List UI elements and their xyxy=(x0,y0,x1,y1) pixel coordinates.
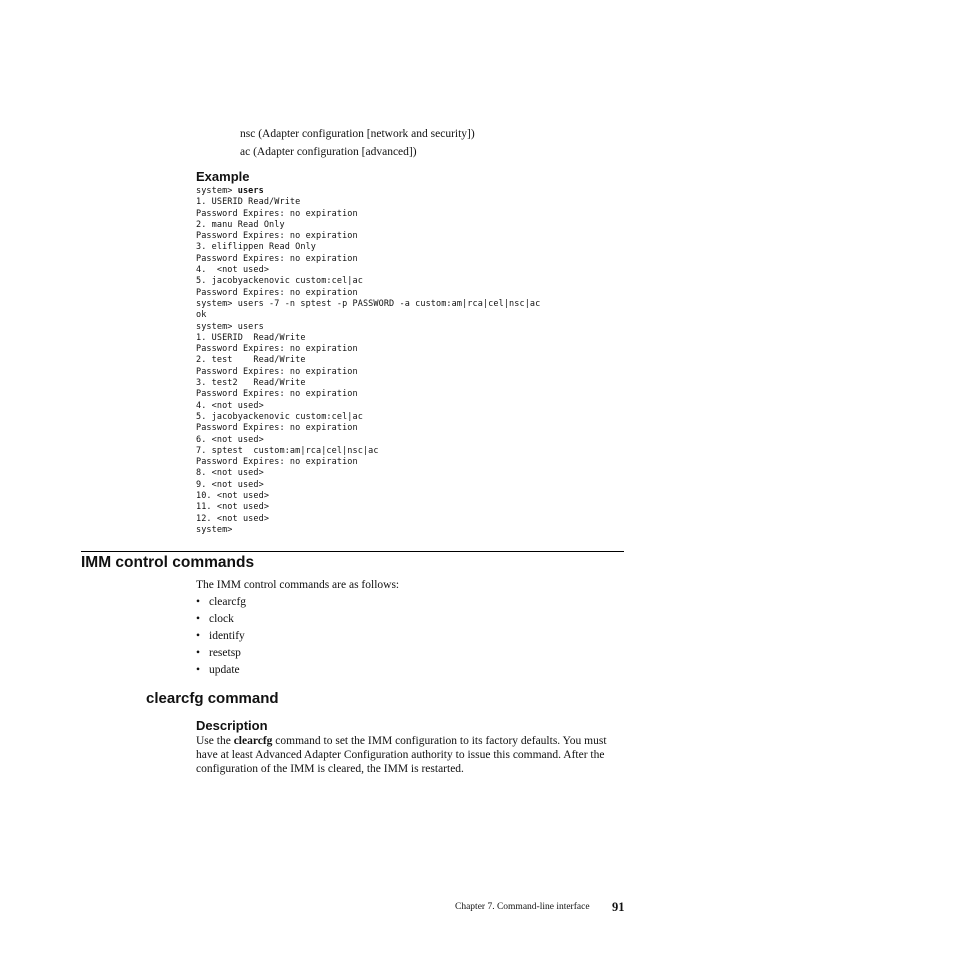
bullet-icon: • xyxy=(196,613,201,625)
footer-chapter: Chapter 7. Command-line interface xyxy=(455,902,590,912)
list-item xyxy=(196,594,246,611)
code-line: Password Expires: no expiration xyxy=(196,253,358,264)
list-item xyxy=(196,628,246,645)
code-line: Password Expires: no expiration xyxy=(196,231,358,242)
code-line: Password Expires: no expiration xyxy=(196,457,358,468)
code-line: Password Expires: no expiration xyxy=(196,366,358,377)
code-line: 4. <not used> xyxy=(196,265,270,276)
list-item xyxy=(196,662,246,679)
list-item-label: clearcfg xyxy=(209,596,247,608)
code-line: 3. eliflippen Read Only xyxy=(196,242,317,253)
code-line: 11. <not used> xyxy=(196,502,270,513)
list-item-label: update xyxy=(209,664,240,676)
code-line: 1. USERID Read/Write xyxy=(196,332,306,343)
code-line: 1. USERID Read/Write xyxy=(196,197,301,208)
bullet-icon: • xyxy=(196,596,201,608)
page-number: 91 xyxy=(612,900,625,914)
code-example xyxy=(196,186,540,536)
desc-text-after: command to set the IMM configuration to its factory defaults. You must have at least Advanced Adapter Configuration authority to issue this command. After the configuration of the IMM is cleared, the IMM is restarted. xyxy=(196,735,607,775)
code-line: 2. test Read/Write xyxy=(196,355,306,366)
code-prompt: system> xyxy=(196,186,238,196)
description-paragraph xyxy=(196,734,626,776)
code-line: 5. jacobyackenovic custom:cel|ac xyxy=(196,411,363,422)
permission-ac: ac (Adapter configuration [advanced]) xyxy=(240,146,417,158)
code-line: 6. <not used> xyxy=(196,434,264,445)
code-line: 4. <not used> xyxy=(196,400,264,411)
clearcfg-heading: clearcfg command xyxy=(146,690,279,707)
bullet-icon: • xyxy=(196,630,201,642)
imm-control-heading: IMM control commands xyxy=(81,554,255,571)
imm-command-list xyxy=(196,594,246,679)
code-line: Password Expires: no expiration xyxy=(196,287,358,298)
code-line: 8. <not used> xyxy=(196,468,264,479)
bullet-icon: • xyxy=(196,647,201,659)
code-line: system> users xyxy=(196,321,264,332)
list-item-label: resetsp xyxy=(209,647,241,659)
code-line: 3. test2 Read/Write xyxy=(196,378,306,389)
desc-text-before: Use the xyxy=(196,735,234,747)
code-line: Password Expires: no expiration xyxy=(196,389,358,400)
code-lines xyxy=(196,197,540,536)
list-item-label: identify xyxy=(209,630,245,642)
code-line: Password Expires: no expiration xyxy=(196,208,358,219)
description-heading: Description xyxy=(196,718,268,733)
code-command: users xyxy=(237,186,264,196)
code-first-line xyxy=(196,186,540,197)
code-line: 12. <not used> xyxy=(196,513,270,524)
code-line: 7. sptest custom:am|rca|cel|nsc|ac xyxy=(196,445,379,456)
example-heading: Example xyxy=(196,169,250,184)
desc-command-name: clearcfg xyxy=(233,735,273,747)
list-item-label: clock xyxy=(209,613,234,625)
code-line: Password Expires: no expiration xyxy=(196,344,358,355)
code-line: 2. manu Read Only xyxy=(196,219,285,230)
permission-nsc: nsc (Adapter configuration [network and security]) xyxy=(240,128,475,140)
code-line: Password Expires: no expiration xyxy=(196,423,358,434)
code-line: system> xyxy=(196,524,233,535)
list-item xyxy=(196,611,246,628)
imm-intro-text: The IMM control commands are as follows: xyxy=(196,579,400,591)
code-line: 5. jacobyackenovic custom:cel|ac xyxy=(196,276,363,287)
code-line: 9. <not used> xyxy=(196,479,264,490)
code-line: system> users -7 -n sptest -p PASSWORD -a custom:am|rca|cel|nsc|ac xyxy=(196,298,541,309)
bullet-icon: • xyxy=(196,664,201,676)
code-line: ok xyxy=(196,310,207,321)
section-divider xyxy=(81,551,624,552)
list-item xyxy=(196,645,246,662)
code-line: 10. <not used> xyxy=(196,491,270,502)
